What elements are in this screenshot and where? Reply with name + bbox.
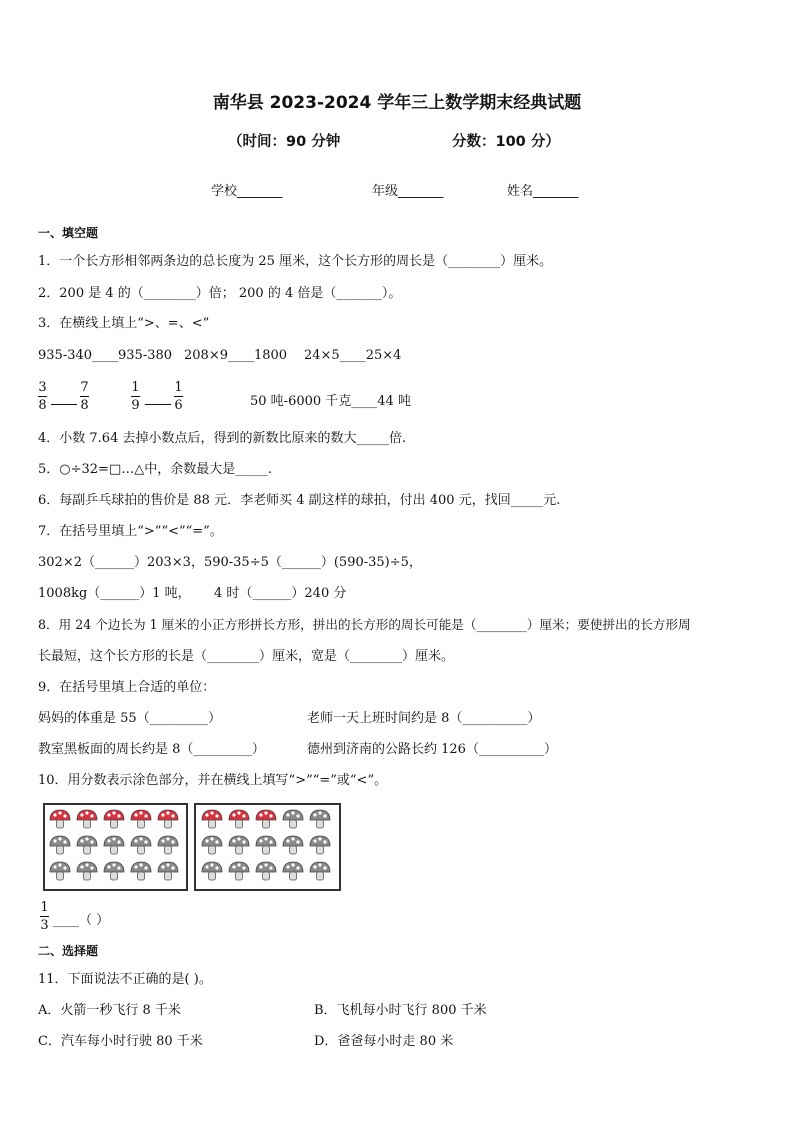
- school-field: 学校_______: [211, 184, 283, 199]
- mushroom-icon-shaded: [76, 808, 98, 830]
- mushroom-icon-shaded: [157, 808, 179, 830]
- question-8-line-1: 8．用 24 个边长为 1 厘米的小正方形拼长方形，拼出的长方形的周长可能是（________）厘米；要使拼出的长方形周: [38, 617, 691, 632]
- mushroom-figure-2: [194, 803, 341, 891]
- mushroom-icon-shaded: [130, 808, 152, 830]
- option-c: C．汽车每小时行驶 80 千米: [38, 1034, 203, 1049]
- mushroom-icon-plain: [76, 860, 98, 882]
- mushroom-icon-plain: [157, 860, 179, 882]
- question-10: 10．用分数表示涂色部分，并在横线上填写“>”“=”或“<”。: [38, 773, 388, 788]
- mushroom-icon-plain: [201, 834, 223, 856]
- mushroom-icon-shaded: [228, 808, 250, 830]
- q7-row-2b: 4 时（______）240 分: [214, 586, 347, 601]
- mushroom-icon-shaded: [49, 808, 71, 830]
- mushroom-icon-shaded: [255, 808, 277, 830]
- q3-compare-2: 208×9____1800: [184, 348, 288, 363]
- exam-time: （时间：90 分钟: [228, 134, 341, 150]
- exam-score: 分数：100 分）: [452, 134, 560, 150]
- option-a: A．火箭一秒飞行 8 千米: [38, 1003, 181, 1018]
- grade-field: 年级_______: [372, 184, 444, 199]
- mushroom-icon-plain: [309, 834, 331, 856]
- mushroom-icon-plain: [103, 860, 125, 882]
- question-9: 9．在括号里填上合适的单位：: [38, 680, 216, 695]
- fraction-1-3: 1 3: [40, 900, 49, 933]
- mushroom-icon-plain: [130, 834, 152, 856]
- mushroom-icon-plain: [282, 808, 304, 830]
- question-6: 6．每副乒乓球拍的售价是 88 元．李老师买 4 副这样的球拍，付出 400 元，找回_____元.: [38, 493, 561, 508]
- mushroom-icon-plain: [201, 860, 223, 882]
- mushroom-icon-plain: [255, 860, 277, 882]
- mushroom-icon-plain: [76, 834, 98, 856]
- question-4: 4．小数 7.64 去掉小数点后，得到的新数比原来的数大_____倍.: [38, 431, 407, 446]
- mushroom-icon-plain: [49, 834, 71, 856]
- question-3: 3．在横线上填上“>、=、<”: [38, 316, 210, 331]
- mushroom-icon-plain: [228, 860, 250, 882]
- q3-mass-compare: 50 吨-6000 千克____44 吨: [250, 394, 411, 409]
- q9-item-1: 妈妈的体重是 55（_________）: [38, 711, 222, 726]
- mushroom-icon-plain: [228, 834, 250, 856]
- mushroom-icon-plain: [309, 808, 331, 830]
- q7-row-2a: 1008kg（______）1 吨，: [38, 586, 191, 601]
- q7-row-1: 302×2（______）203×3，590-35÷5（______）(590-35)÷5，: [38, 555, 422, 570]
- option-d: D．爸爸每小时走 80 米: [314, 1034, 454, 1049]
- option-b: B．飞机每小时飞行 800 千米: [314, 1003, 487, 1018]
- mushroom-icon-shaded: [103, 808, 125, 830]
- mushroom-icon-plain: [157, 834, 179, 856]
- section-heading-fill: 一、填空题: [38, 226, 99, 240]
- question-7: 7．在括号里填上“>”“<”“=”。: [38, 524, 223, 539]
- answer-line: [145, 404, 171, 405]
- question-8-line-2: 长最短，这个长方形的长是（________）厘米，宽是（________）厘米。: [38, 649, 455, 664]
- fraction-3-8: 3 8: [38, 380, 47, 413]
- mushroom-icon-plain: [103, 834, 125, 856]
- q9-item-2: 老师一天上班时间约是 8（__________）: [307, 711, 541, 726]
- q3-compare-1: 935-340____935-380: [38, 348, 173, 363]
- mushroom-icon-plain: [282, 860, 304, 882]
- answer-line: [51, 404, 77, 405]
- fraction-1-6: 1 6: [174, 380, 183, 413]
- mushroom-icon-plain: [255, 834, 277, 856]
- name-field: 姓名_______: [507, 184, 579, 199]
- question-1: 1．一个长方形相邻两条边的总长度为 25 厘米，这个长方形的周长是（________）厘米。: [38, 254, 553, 269]
- q10-answer-blank: ____（ ）: [53, 913, 110, 928]
- q9-item-4: 德州到济南的公路长约 126（__________）: [307, 742, 557, 757]
- page-title: 南华县 2023-2024 学年三上数学期末经典试题: [212, 93, 582, 113]
- mushroom-icon-plain: [49, 860, 71, 882]
- fraction-7-8: 7 8: [80, 380, 89, 413]
- mushroom-icon-shaded: [201, 808, 223, 830]
- mushroom-icon-plain: [309, 860, 331, 882]
- mushroom-figure-1: [43, 803, 188, 891]
- question-5: 5．○÷32=□…△中，余数最大是_____.: [38, 462, 272, 477]
- fraction-1-9: 1 9: [131, 380, 140, 413]
- section-heading-choice: 二、选择题: [38, 944, 99, 958]
- question-11: 11．下面说法不正确的是( )。: [38, 972, 212, 987]
- mushroom-icon-plain: [130, 860, 152, 882]
- question-2: 2．200 是 4 的（________）倍； 200 的 4 倍是（_______）。: [38, 286, 402, 301]
- q9-item-3: 教室黑板面的周长约是 8（_________）: [38, 742, 265, 757]
- q3-compare-3: 24×5____25×4: [304, 348, 402, 363]
- mushroom-icon-plain: [282, 834, 304, 856]
